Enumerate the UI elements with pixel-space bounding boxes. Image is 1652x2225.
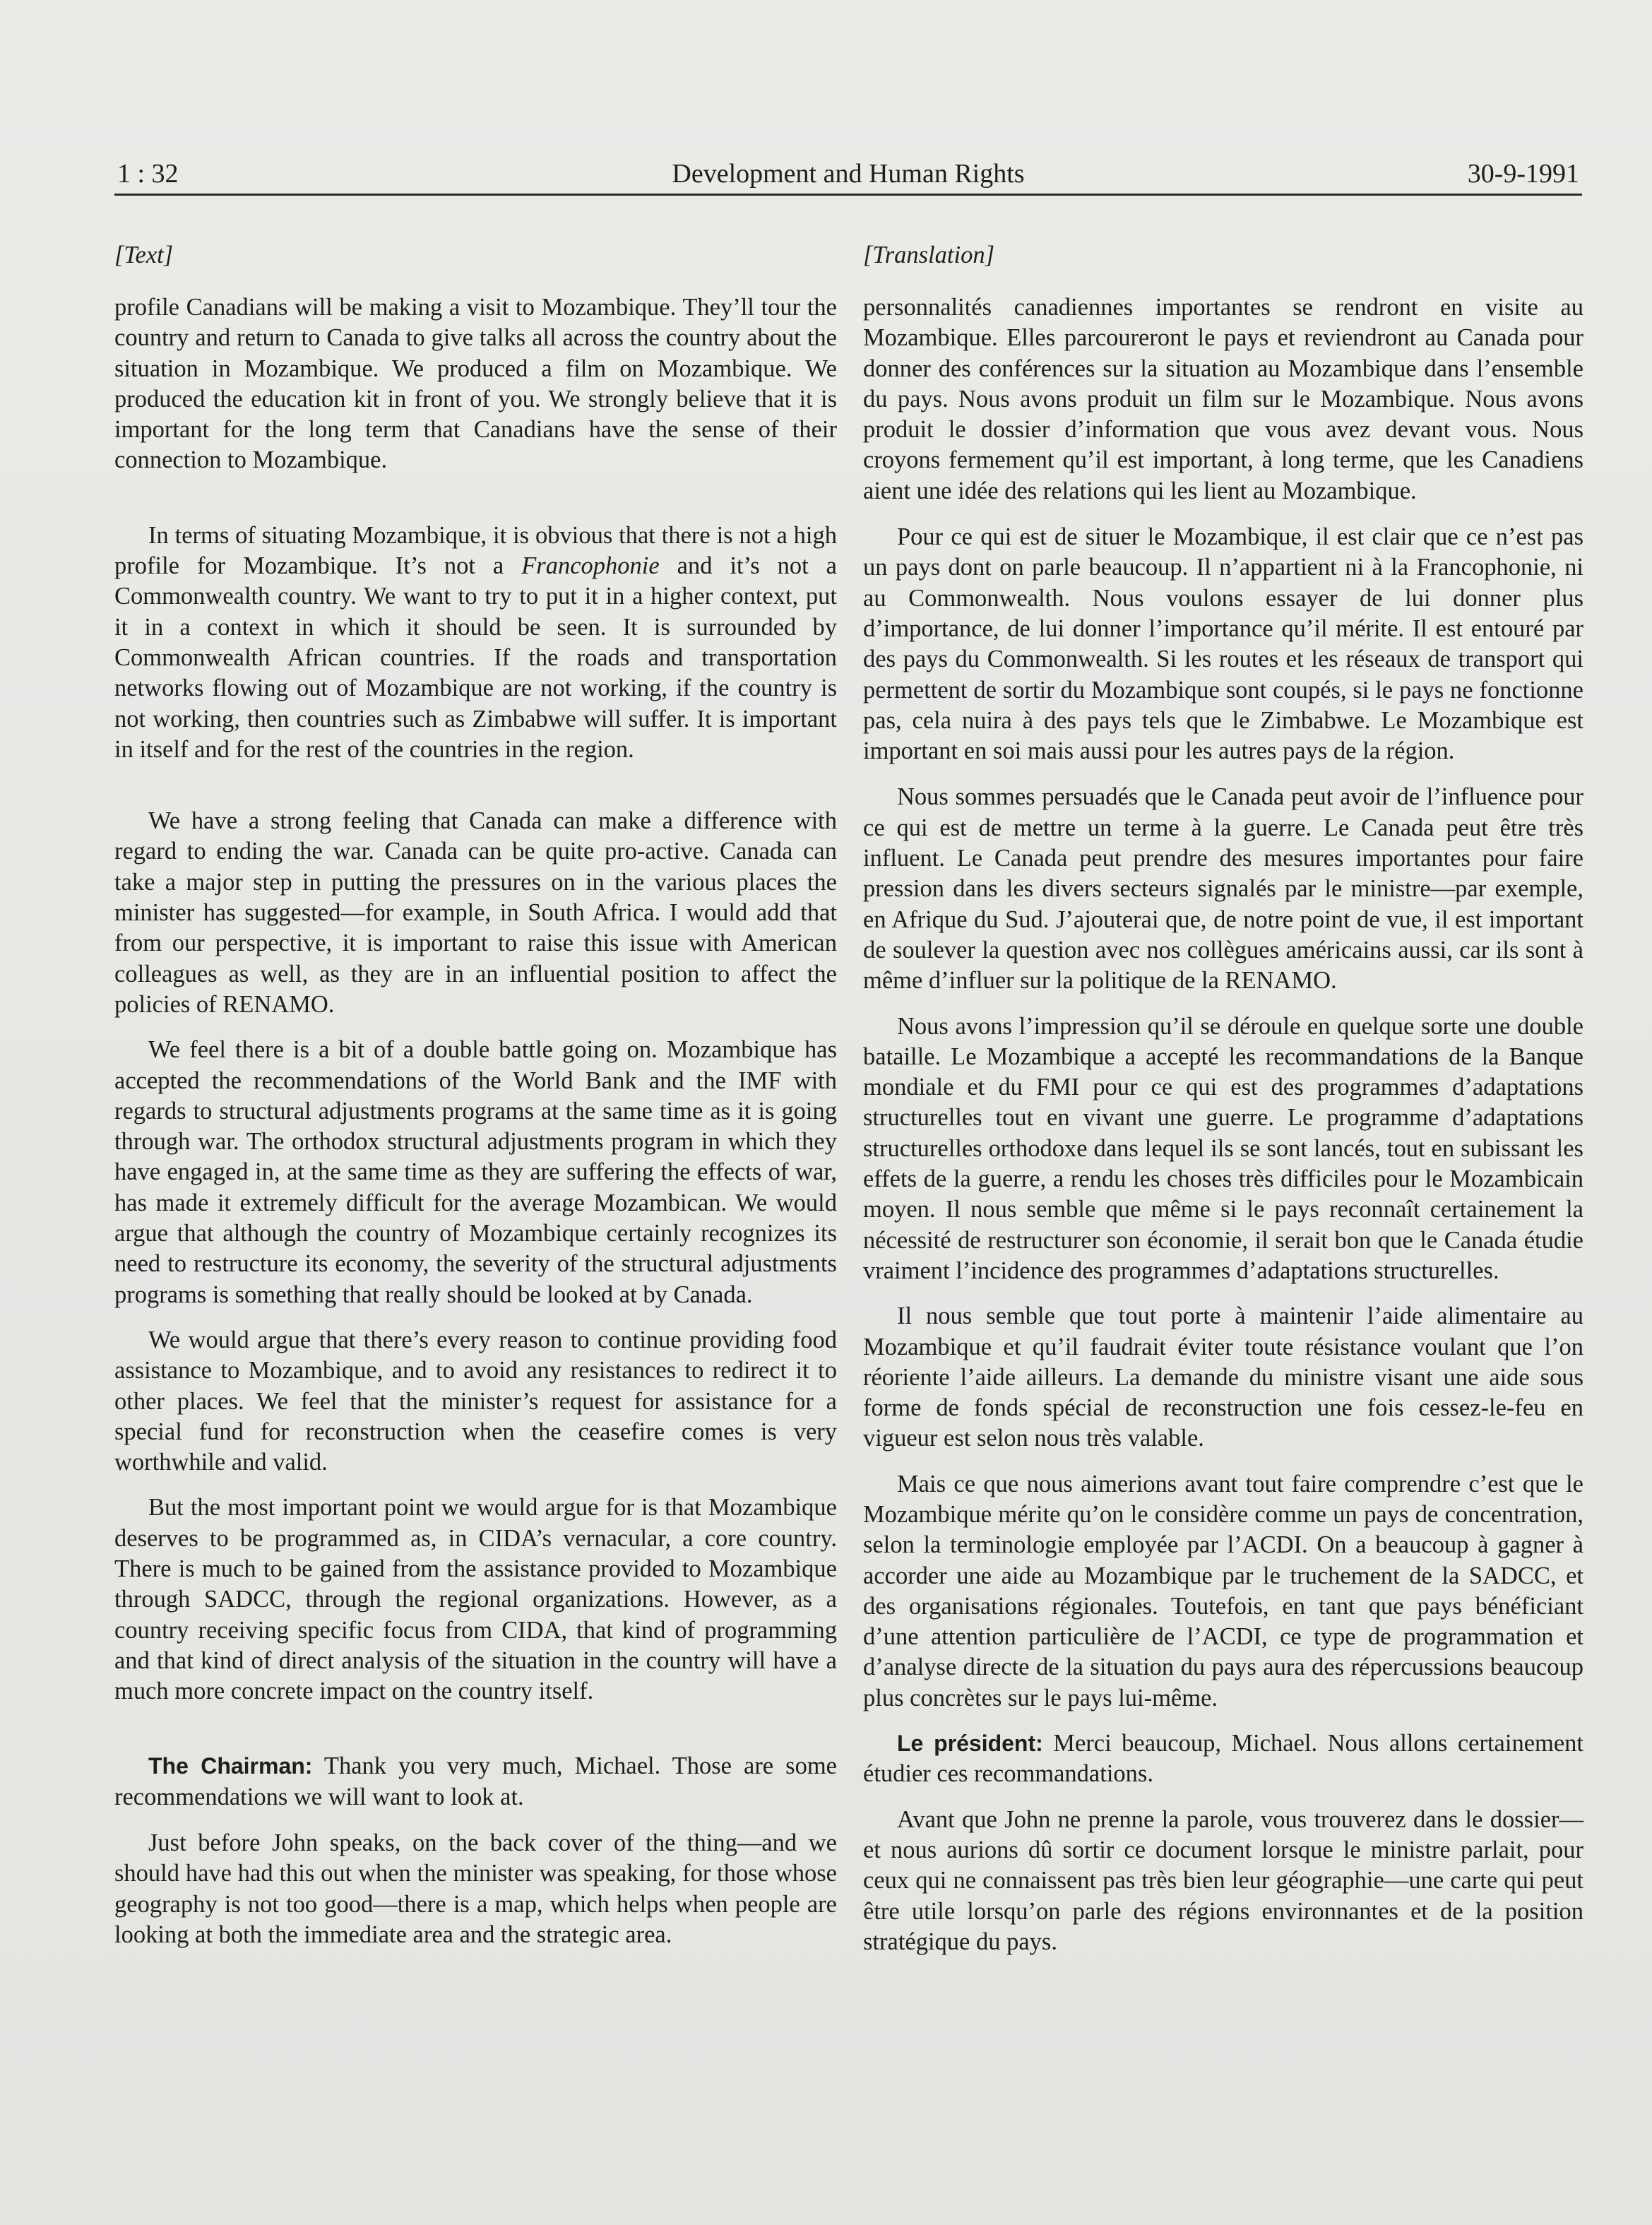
column-label-translation: [Translation] [863, 242, 994, 268]
header-date: 30-9-1991 [1467, 159, 1579, 189]
speaker-name: The Chairman: [148, 1753, 313, 1779]
paragraph: Nous avons l’impression qu’il se déroule en quelque sorte une double bataille. Le Mozambique a accepté les recommandations de la Banque mondiale et du FMI pour ce qui est des programmes d’adaptations structurelles tout en vivant une guerre. Le programme d’adaptations structurelles orthodoxe dans lequel ils se sont lancés, tout en subissant les effets de la guerre, a rendu les choses très difficiles pour le Mozambicain moyen. Il nous semble que même si le pays reconnaît certainement la nécessité de restructurer son économie, il serait bon que le Canada étudie vraiment l’incidence des programmes d’adaptations structurelles. [863, 1012, 1583, 1284]
speaker-text: Thank you very much, Michael. Those are some recommendations we will want to look at. [114, 1752, 837, 1810]
column-label-text: [Text] [114, 242, 174, 268]
english-column [114, 240, 837, 1950]
paragraph: personnalités canadiennes importantes se rendront en visite au Mozambique. Elles parcoureront le pays et reviendront au Canada pour donner des conférences sur la situation au Mozambique dans l’ensemble du pays. Nous avons produit un film sur le Mozambique. Nous avons produit le dossier d’information que vous avez devant vous. Nous croyons fermement qu’il est important, à long terme, que les Canadiens aient une idée des relations qui les lient au Mozambique. [863, 294, 1583, 504]
paragraph: In terms of situating Mozambique, it is obvious that there is not a high profile for Mozambique. It’s not a Francophonie and it’s not a Commonwealth country. We want to try to put it in a higher context, put it in a context in which it should be seen. It is surrounded by Commonwealth African countries. If the roads and transportation networks flowing out of Mozambique are not working, if the country is not working, then countries such as Zimbabwe will suffer. It is important in itself and for the rest of the countries in the region. [114, 521, 837, 763]
speaker-paragraph [114, 1751, 837, 1812]
french-column [863, 240, 1583, 1957]
running-title: Development and Human Rights [672, 159, 1025, 189]
paragraph: Pour ce qui est de situer le Mozambique, il est clair que ce n’est pas un pays dont on parle beaucoup. Il n’appartient ni à la Francophonie, ni au Commonwealth. Nous voulons essayer de lui donner plus d’importance, de lui donner l’importance qu’il mérite. Il est entouré par des pays du Commonwealth. Si les routes et les réseaux de transport qui permettent de sortir du Mozambique sont coupés, si le pays ne fonctionne pas, cela nuira à des pays tels que le Zimbabwe. Le Mozambique est important en soi mais aussi pour les autres pays de la région. [863, 523, 1583, 765]
paragraph: Nous sommes persuadés que le Canada peut avoir de l’influence pour ce qui est de mettre un terme à la guerre. Le Canada peut être très influent. Le Canada peut prendre des mesures importantes pour faire pression dans les divers secteurs signalés par le ministre—par exemple, en Afrique du Sud. J’ajouterai que, de notre point de vue, il est important de soulever la question avec nos collègues américains aussi, car ils sont à même d’influer sur la politique de la RENAMO. [863, 783, 1583, 995]
paragraph: We feel there is a bit of a double battle going on. Mozambique has accepted the recommendations of the World Bank and the IMF with regards to structural adjustments programs at the same time as it is going through war. The orthodox structural adjustments program in which they have engaged in, at the same time as they are suffering the effects of war, has made it extremely difficult for the average Mozambican. We would argue that although the country of Mozambique certainly recognizes its need to restructure its economy, the severity of the structural adjustments programs is something that really should be looked at by Canada. [114, 1036, 837, 1308]
paragraph: We would argue that there’s every reason to continue providing food assistance to Mozambique, and to avoid any resistances to redirect it to other places. We feel that the minister’s request for assistance for a special fund for reconstruction when the ceasefire comes is very worthwhile and valid. [114, 1326, 837, 1476]
page-header [114, 157, 1582, 196]
speaker-paragraph [863, 1728, 1583, 1790]
paragraph: Avant que John ne prenne la parole, vous trouverez dans le dossier—et nous aurions dû sortir ce document lorsque le ministre parlait, pour ceux qui ne connaissent pas très bien leur géographie—une carte qui peut être utile lorsqu’on parle des régions environnantes et de la position stratégique du pays. [863, 1805, 1583, 1955]
paragraph: Il nous semble que tout porte à maintenir l’aide alimentaire au Mozambique et qu’il faudrait éviter toute résistance voulant que l’on réoriente l’aide ailleurs. La demande du ministre visant une aide sous forme de fonds spécial de reconstruction une fois cessez-le-feu en vigueur est selon nous très valable. [863, 1303, 1583, 1452]
paragraph: Mais ce que nous aimerions avant tout faire comprendre c’est que le Mozambique mérite qu’on le considère comme un pays de concentration, selon la terminologie employée par l’ACDI. On a beaucoup à gagner à accorder une aide au Mozambique par le truchement de la SADCC, et des organisations régionales. Toutefois, en tant que pays bénéficiant d’une attention particulière de l’ACDI, ce type de programmation et d’analyse directe de la situation du pays aura des répercussions beaucoup plus concrètes sur le pays lui-même. [863, 1470, 1583, 1711]
page-number: 1 : 32 [117, 159, 179, 189]
paragraph: Just before John speaks, on the back cover of the thing—and we should have had this out when the minister was speaking, for those whose geography is not too good—there is a map, which helps when people are looking at both the immediate area and the strategic area. [114, 1829, 837, 1948]
paragraph: But the most important point we would argue for is that Mozambique deserves to be programmed as, in CIDA’s vernacular, a core country. There is much to be gained from the assistance provided to Mozambique through SADCC, through the regional organizations. However, as a country receiving specific focus from CIDA, that kind of programming and that kind of direct analysis of the situation in the country will have a much more concrete impact on the country itself. [114, 1494, 837, 1705]
speaker-name: Le président: [897, 1731, 1043, 1757]
paragraph: profile Canadians will be making a visit to Mozambique. They’ll tour the country and return to Canada to give talks all across the country about the situation in Mozambique. We produced a film on Mozambique. We produced the education kit in front of you. We strongly believe that it is important for the long term that Canadians have the sense of their connection to Mozambique. [114, 294, 837, 474]
paragraph: We have a strong feeling that Canada can make a difference with regard to ending the war. Canada can be quite pro-active. Canada can take a major step in putting the pressures on in the various places the minister has suggested—for example, in South Africa. I would add that from our perspective, it is important to raise this issue with American colleagues as well, as they are in an influential position to affect the policies of RENAMO. [114, 807, 837, 1018]
speaker-text: Merci beaucoup, Michael. Nous allons certainement étudier ces recommandations. [863, 1730, 1583, 1788]
